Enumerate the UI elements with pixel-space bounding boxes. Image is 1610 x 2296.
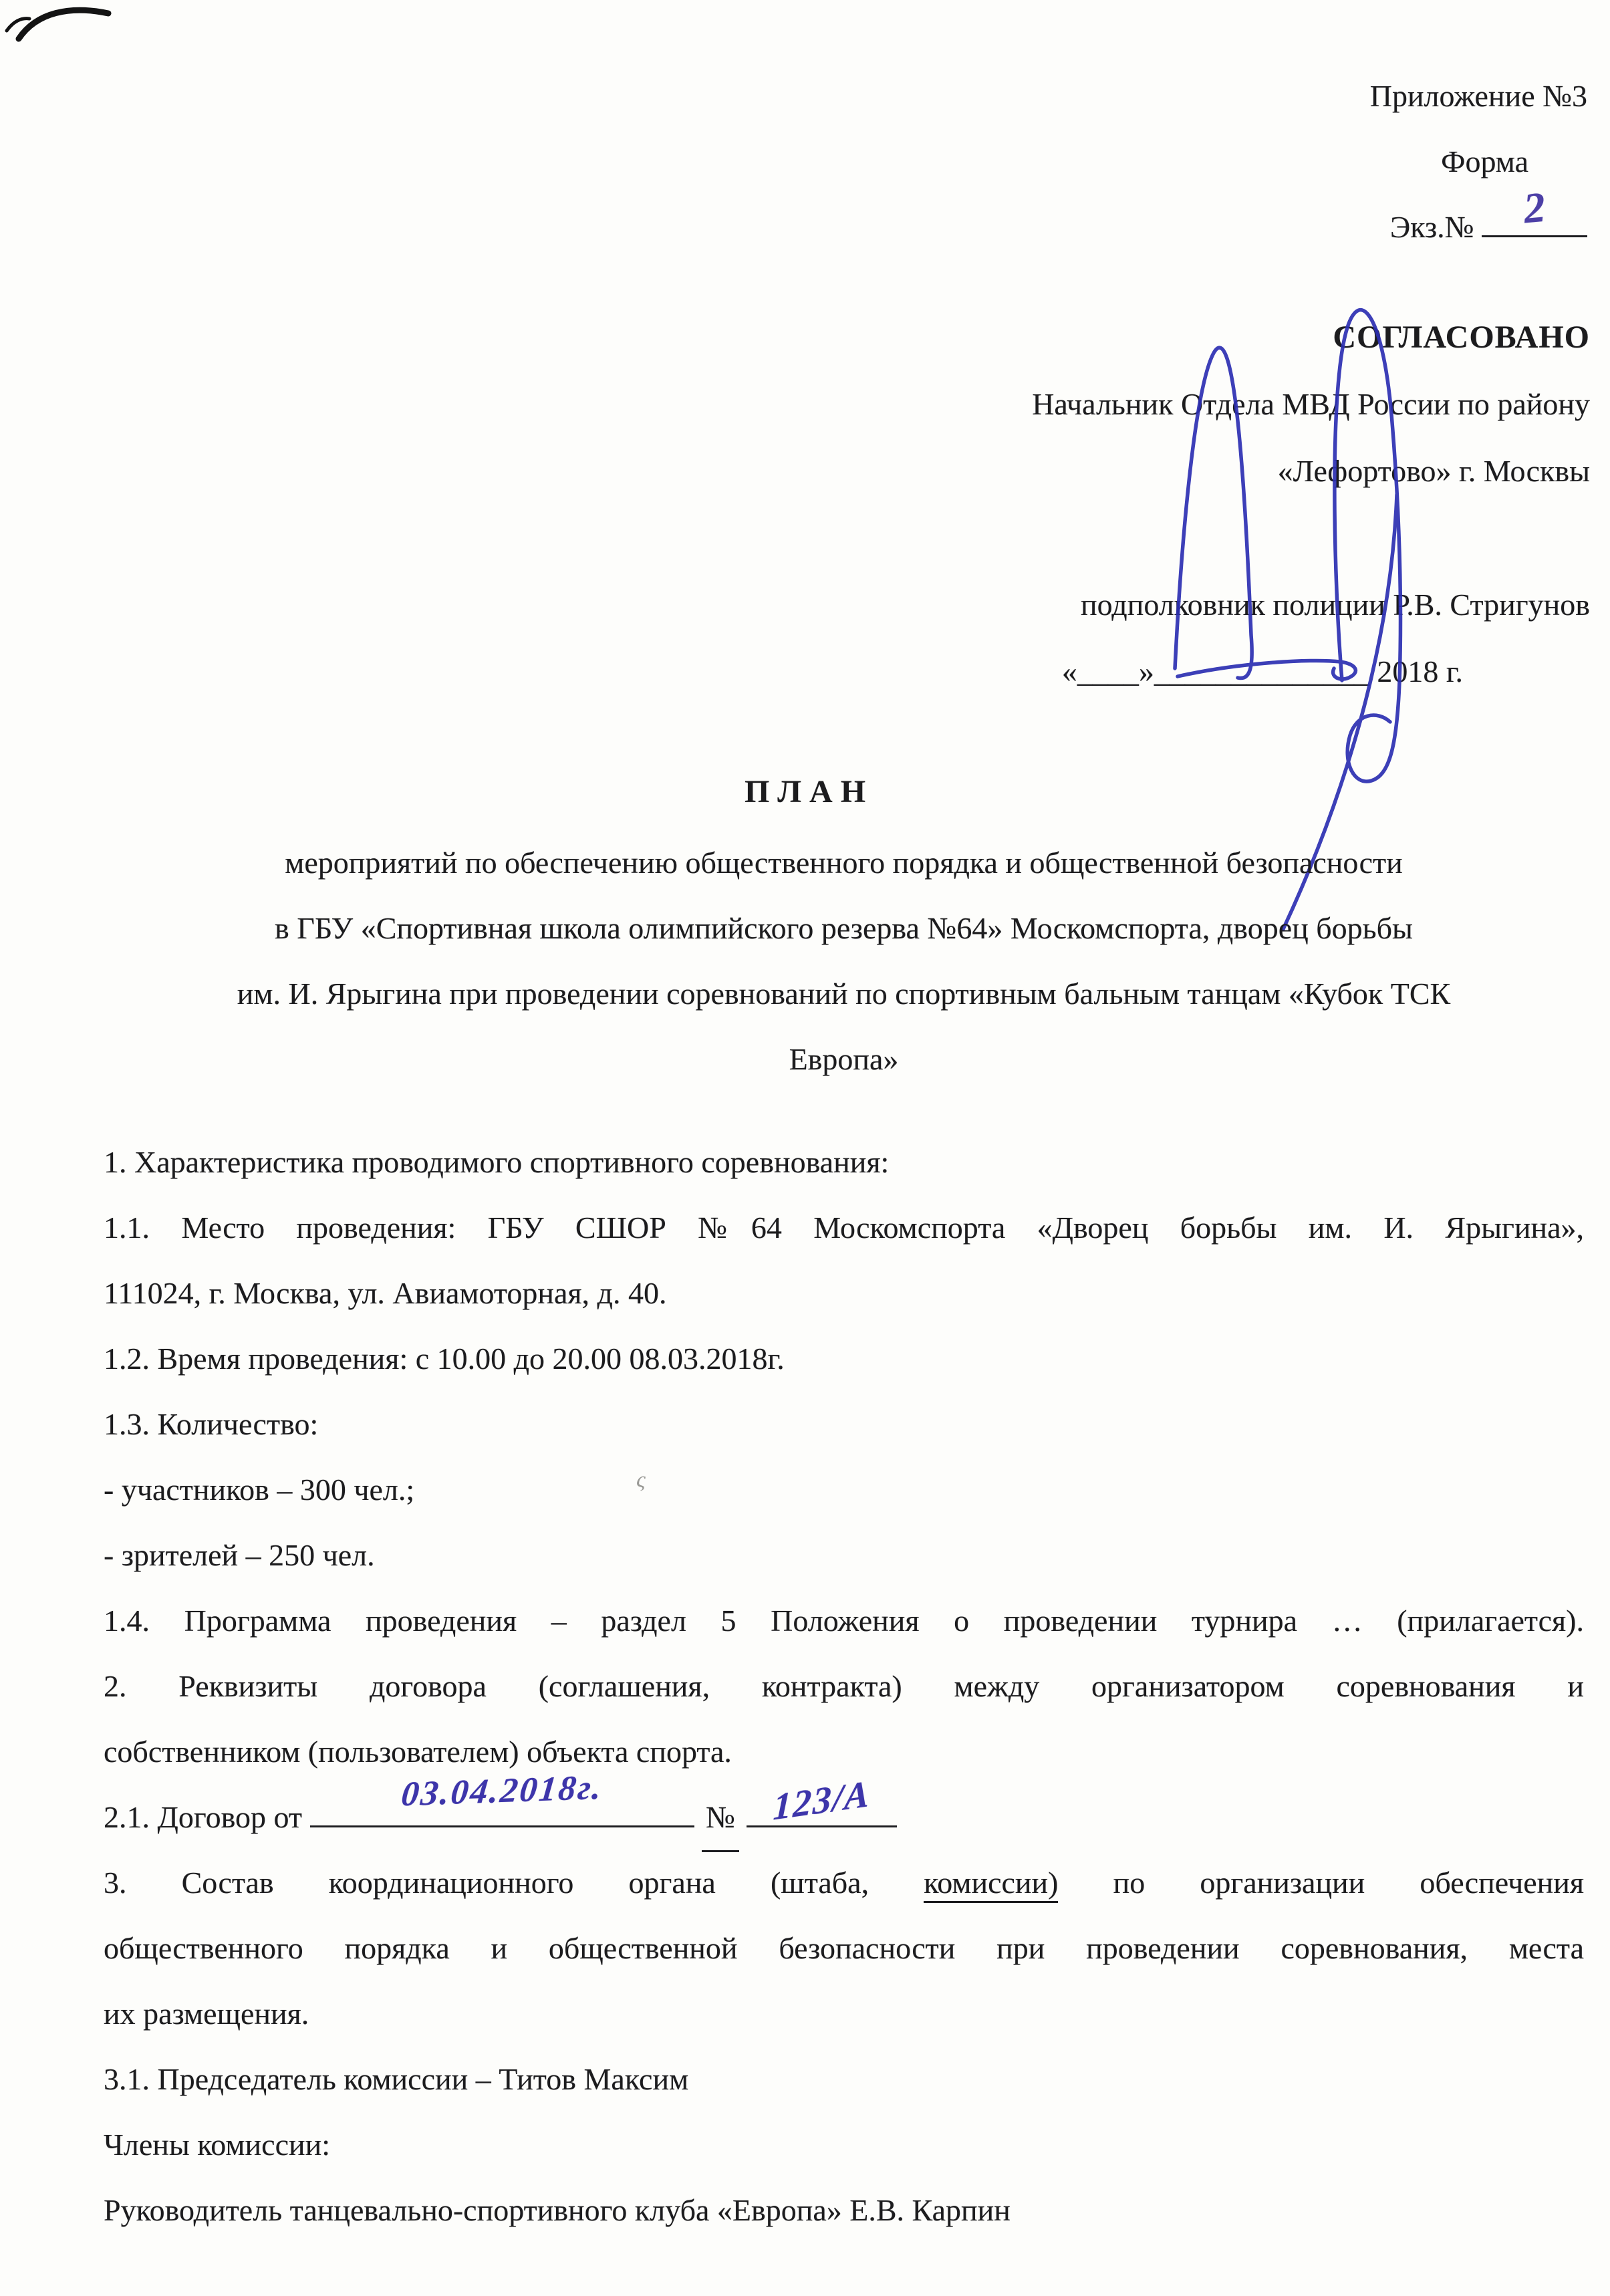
item-1-3-participants: - участников – 300 чел.; (104, 1473, 415, 1507)
approval-date-line (1032, 638, 1590, 705)
item-1-1-address: 111024, г. Москва, ул. Авиамоторная, д. 40. (104, 1276, 667, 1310)
contract-date-blank (310, 1768, 694, 1827)
scan-smudge: ς (636, 1468, 646, 1493)
item-2: 2. Реквизиты договора (соглашения, контракта) между организатором соревнования и (104, 1669, 1584, 1703)
member-1: Руководитель танцевально-спортивного клуба «Европа» Е.В. Карпин (104, 2193, 1011, 2227)
item-1-3-spectators: - зрителей – 250 чел. (104, 1538, 375, 1572)
copy-number-blank (1482, 182, 1587, 237)
item-1-1: 1.1. Место проведения: ГБУ СШОР №64 Москомспорта «Дворец борьбы им. И. Ярыгина», (104, 1210, 1584, 1245)
document-header (1370, 63, 1587, 260)
members-label: Члены комиссии: (104, 2128, 331, 2162)
contract-date-handwritten: 03.04.2018г. (399, 1768, 605, 1814)
item-1-3: 1.3. Количество: (104, 1407, 319, 1441)
copy-number-line (1370, 182, 1587, 260)
item-3-continued-2: их размещения. (104, 1997, 309, 2031)
document-body (104, 1130, 1584, 2243)
item-1-2: 1.2. Время проведения: с 10.00 до 20.00 08.03.2018г. (104, 1342, 785, 1376)
item-2-continued: собственником (пользователем) объекта спорта. (104, 1735, 732, 1769)
title-paragraph (104, 830, 1584, 1092)
title-line-2: в ГБУ «Спортивная школа олимпийского резерва №64» Москомспорта, дворец борьбы (275, 911, 1413, 945)
item-3 (104, 1850, 1584, 1916)
approver-title-line1: Начальник Отдела МВД России по району (1032, 387, 1590, 421)
item-1-4: 1.4. Программа проведения – раздел 5 Положения о проведении турнира … (прилагается). (104, 1604, 1584, 1638)
item-3-continued-1: общественного порядка и общественной безопасности при проведении соревнования, места (104, 1931, 1584, 1965)
date-blank: «____»______________ (1061, 654, 1369, 688)
contract-number-handwritten: 123/А (773, 1773, 871, 1829)
item-3-1-chairman: 3.1. Председатель комиссии – Титов Максим (104, 2062, 689, 2096)
item-1: 1. Характеристика проводимого спортивного соревнования: (104, 1145, 890, 1179)
approver-rank-name: подполковник полиции Р.В. Стригунов (1081, 588, 1590, 622)
title-line-4: Европа» (789, 1042, 899, 1076)
approval-block (1032, 304, 1590, 705)
item-3-underlined-word: комиссии) (924, 1866, 1058, 1903)
contract-prefix: 2.1. Договор от (104, 1800, 303, 1834)
approver-title-line2: «Лефортово» г. Москвы (1277, 454, 1590, 488)
copy-number-handwritten: 2 (1521, 182, 1547, 233)
date-year: 2018 г. (1377, 654, 1463, 688)
contract-number-blank (747, 1773, 897, 1829)
spacer-line (1032, 505, 1590, 571)
number-sign: № (702, 1785, 739, 1852)
document-title: П Л А Н (744, 774, 866, 809)
appendix-label: Приложение №3 (1369, 79, 1587, 113)
item-3-text-pre: 3. Состав координационного органа (штаба, (104, 1866, 869, 1900)
copy-label: Экз.№ (1389, 210, 1474, 244)
item-2-1-contract-line (104, 1768, 1584, 1850)
item-3-text-post: по организации обеспечения (1113, 1866, 1585, 1900)
approval-status: СОГЛАСОВАНО (1333, 320, 1590, 355)
title-line-1: мероприятий по обеспечению общественного порядка и общественной безопасности (285, 846, 1403, 880)
form-label: Форма (1441, 144, 1528, 178)
title-line-3: им. И. Ярыгина при проведении соревнований по спортивным бальным танцам «Кубок ТСК (237, 977, 1451, 1011)
pen-mark-icon (0, 0, 154, 60)
